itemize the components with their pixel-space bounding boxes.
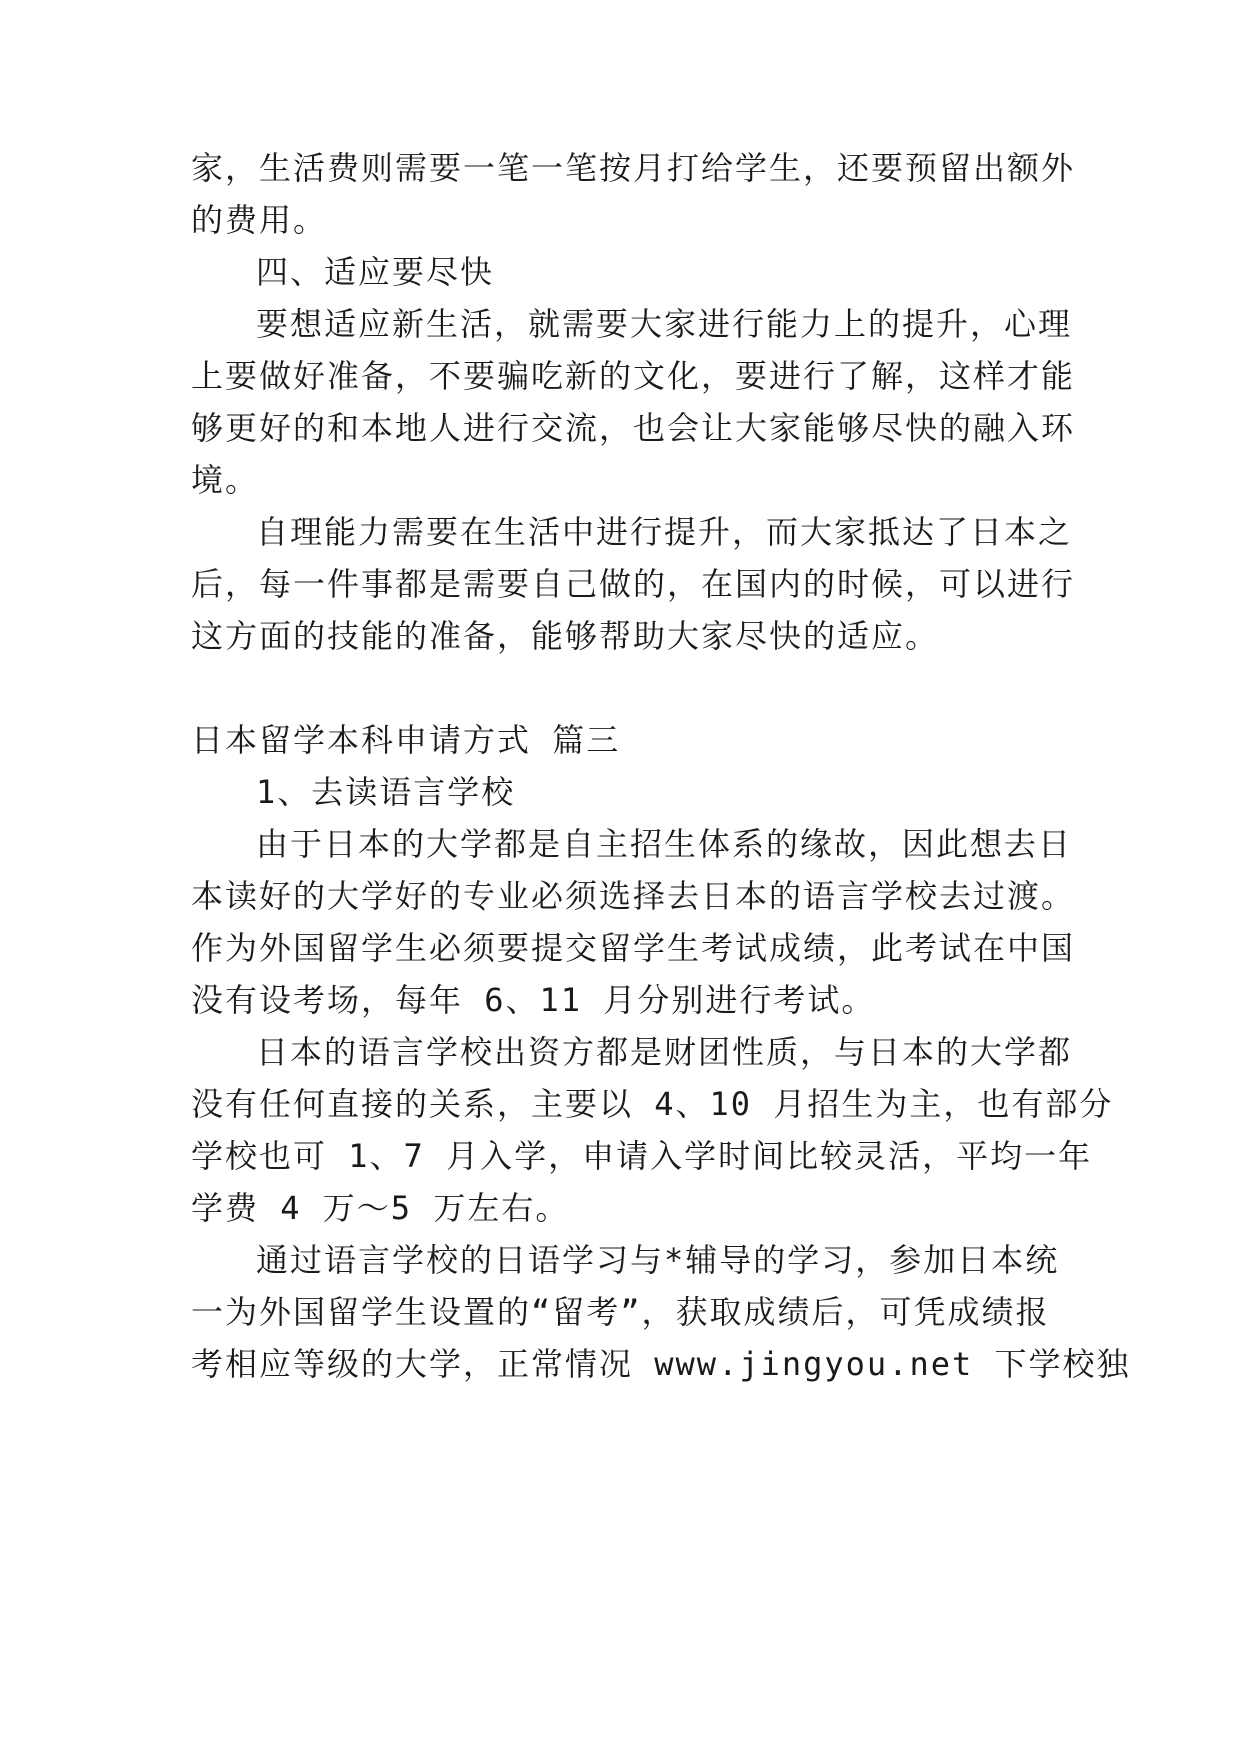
- list-item-heading: 1、去读语言学校: [256, 773, 516, 811]
- paragraph-line: 境。: [191, 461, 260, 499]
- section-heading: 四、适应要尽快: [256, 253, 495, 291]
- paragraph-line: 没有任何直接的关系，主要以 4、10 月招生为主，也有部分: [191, 1085, 1114, 1123]
- paragraph-line: 的费用。: [191, 201, 328, 239]
- paragraph-line: 考相应等级的大学，正常情况 www.jingyou.net 下学校独: [191, 1345, 1131, 1383]
- paragraph-line: 要想适应新生活，就需要大家进行能力上的提升，心理: [256, 305, 1073, 343]
- paragraph-line: 学费 4 万～5 万左右。: [191, 1189, 570, 1227]
- paragraph-line: 由于日本的大学都是自主招生体系的缘故，因此想去日: [256, 825, 1073, 863]
- paragraph-line: 够更好的和本地人进行交流，也会让大家能够尽快的融入环: [191, 409, 1076, 447]
- paragraph-line: 通过语言学校的日语学习与*辅导的学习，参加日本统: [256, 1241, 1060, 1279]
- paragraph-line: 作为外国留学生必须要提交留学生考试成绩，此考试在中国: [191, 929, 1076, 967]
- paragraph-line: 这方面的技能的准备，能够帮助大家尽快的适应。: [191, 617, 940, 655]
- paragraph-line: 一为外国留学生设置的“留考”，获取成绩后，可凭成绩报: [191, 1293, 1050, 1331]
- paragraph-line: 日本的语言学校出资方都是财团性质，与日本的大学都: [256, 1033, 1073, 1071]
- paragraph-line: 本读好的大学好的专业必须选择去日本的语言学校去过渡。: [191, 877, 1076, 915]
- article-section-title: 日本留学本科申请方式 篇三: [191, 721, 621, 759]
- paragraph-line: 学校也可 1、7 月入学，申请入学时间比较灵活，平均一年: [191, 1137, 1093, 1175]
- paragraph-line: 自理能力需要在生活中进行提升，而大家抵达了日本之: [256, 513, 1073, 551]
- paragraph-line: 后，每一件事都是需要自己做的，在国内的时候，可以进行: [191, 565, 1076, 603]
- paragraph-line: 没有设考场，每年 6、11 月分别进行考试。: [191, 981, 876, 1019]
- paragraph-line: 家，生活费则需要一笔一笔按月打给学生，还要预留出额外: [191, 149, 1076, 187]
- paragraph-line: 上要做好准备，不要骗吃新的文化，要进行了解，这样才能: [191, 357, 1076, 395]
